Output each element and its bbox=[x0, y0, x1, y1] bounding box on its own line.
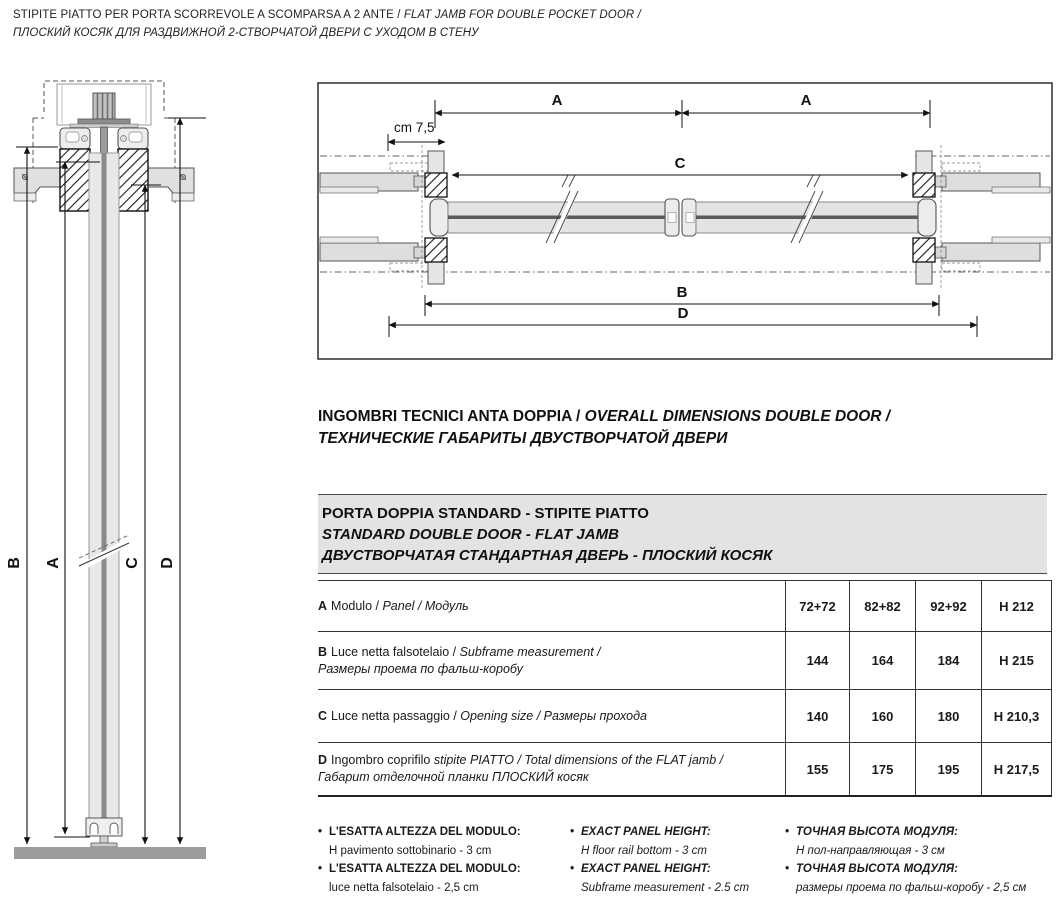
row-label-italic: Opening size / Размеры прохода bbox=[460, 708, 647, 723]
plan-view-diagram bbox=[310, 75, 1059, 365]
dim-label-c: C bbox=[124, 557, 141, 569]
bullet-icon: • bbox=[318, 863, 323, 875]
dim-label-b: B bbox=[676, 284, 688, 301]
row-label: Ingombro coprifilo bbox=[331, 753, 434, 767]
row-key: D bbox=[318, 753, 328, 767]
dim-label-b: B bbox=[6, 557, 23, 569]
page-title-en: FLAT JAMB FOR DOUBLE POCKET DOOR / bbox=[403, 9, 641, 21]
section-title-en: OVERALL DIMENSIONS DOUBLE DOOR / bbox=[584, 408, 891, 425]
floor-bar bbox=[14, 847, 206, 859]
cell-value: 92+92 bbox=[916, 581, 982, 632]
note-heading: EXACT PANEL HEIGHT: bbox=[581, 863, 711, 875]
dim-label-cm: cm 7,5 bbox=[394, 120, 435, 135]
row-label-italic: Panel / Модуль bbox=[382, 598, 469, 613]
table-row bbox=[318, 690, 1052, 743]
footnotes bbox=[318, 823, 1059, 897]
note-heading: ТОЧНАЯ ВЫСОТА МОДУЛЯ: bbox=[796, 826, 959, 838]
footnotes-russian bbox=[785, 823, 1059, 897]
note-detail: Н пол-направляющая - 3 см bbox=[796, 844, 945, 857]
table-row bbox=[318, 632, 1052, 690]
section-title-it: INGOMBRI TECNICI ANTA DOPPIA / bbox=[318, 408, 585, 425]
dim-label-d: D bbox=[159, 557, 176, 569]
cell-value: 82+82 bbox=[850, 581, 916, 632]
cell-value: H 215 bbox=[982, 632, 1052, 690]
note-detail: H floor rail bottom - 3 cm bbox=[581, 844, 707, 857]
footnotes-english bbox=[570, 823, 785, 897]
cell-value: 140 bbox=[786, 690, 850, 743]
row-label: Luce netta passaggio / bbox=[331, 708, 461, 723]
cell-value: 160 bbox=[850, 690, 916, 743]
row-key: C bbox=[318, 708, 328, 723]
table-row bbox=[318, 581, 1052, 632]
bullet-icon: • bbox=[318, 826, 323, 838]
note-heading: L'ESATTA ALTEZZA DEL MODULO: bbox=[329, 826, 521, 838]
door-panel-section bbox=[79, 153, 129, 820]
door-panels bbox=[430, 199, 936, 236]
footnotes-italian bbox=[318, 823, 570, 897]
table-header-en: STANDARD DOUBLE DOOR - FLAT JAMB bbox=[322, 526, 619, 543]
row-label: Luce netta falsotelaio / bbox=[331, 644, 460, 659]
dim-label-a: A bbox=[45, 557, 62, 569]
table-header-it: PORTA DOPPIA STANDARD - STIPITE PIATTO bbox=[322, 505, 649, 522]
cell-value: 144 bbox=[786, 632, 850, 690]
section-title bbox=[318, 406, 1042, 449]
note-heading: ТОЧНАЯ ВЫСОТА МОДУЛЯ: bbox=[796, 863, 959, 875]
page-title-ru: ПЛОСКИЙ КОСЯК ДЛЯ РАЗДВИЖНОЙ 2-СТВОРЧАТОЙ ДВЕРИ С УХОДОМ В СТЕНУ bbox=[13, 26, 479, 39]
note-detail: Subframe measurement - 2.5 cm bbox=[581, 881, 750, 894]
dimensions-table bbox=[318, 580, 1052, 797]
row-label-line2: Размеры проема по фальш-коробу bbox=[318, 661, 523, 676]
note-heading: EXACT PANEL HEIGHT: bbox=[581, 826, 711, 838]
cell-value: 72+72 bbox=[786, 581, 850, 632]
dim-label-c: C bbox=[674, 155, 686, 172]
cell-value: 195 bbox=[916, 743, 982, 797]
note-detail: H pavimento sottobinario - 3 cm bbox=[329, 844, 492, 857]
cell-value: 175 bbox=[850, 743, 916, 797]
row-label-italic: stipite PIATTO / Total dimensions of the FLAT jamb / bbox=[433, 753, 724, 767]
bullet-icon: • bbox=[785, 826, 790, 838]
section-title-ru: ТЕХНИЧЕСКИЕ ГАБАРИТЫ ДВУСТВОРЧАТОЙ ДВЕРИ bbox=[318, 429, 728, 447]
note-detail: luce netta falsotelaio - 2,5 cm bbox=[329, 881, 479, 894]
cell-value: 164 bbox=[850, 632, 916, 690]
row-label: Modulo / bbox=[331, 598, 383, 613]
page-title-it: STIPITE PIATTO PER PORTA SCORREVOLE A SCOMPARSA A 2 ANTE / bbox=[13, 9, 404, 21]
table-row bbox=[318, 743, 1052, 797]
note-detail: размеры проема по фальш-коробу - 2,5 см bbox=[796, 881, 1027, 894]
dim-label-a-left: A bbox=[551, 92, 563, 109]
dim-label-d: D bbox=[677, 305, 689, 322]
bullet-icon: • bbox=[570, 863, 575, 875]
table-header-ru: ДВУСТВОРЧАТАЯ СТАНДАРТНАЯ ДВЕРЬ - ПЛОСКИЙ КОСЯК bbox=[322, 547, 773, 564]
row-label-italic: Subframe measurement / bbox=[459, 644, 601, 659]
cell-value: H 212 bbox=[982, 581, 1052, 632]
bullet-icon: • bbox=[570, 826, 575, 838]
table-header-band bbox=[318, 494, 1047, 574]
cell-value: H 217,5 bbox=[982, 743, 1052, 797]
floor-rail bbox=[86, 818, 122, 847]
cell-value: 155 bbox=[786, 743, 850, 797]
dim-label-a-right: A bbox=[800, 92, 812, 109]
bullet-icon: • bbox=[785, 863, 790, 875]
cell-value: 184 bbox=[916, 632, 982, 690]
vertical-section-diagram bbox=[0, 0, 230, 901]
row-key: A bbox=[318, 598, 328, 613]
row-key: B bbox=[318, 644, 328, 659]
cell-value: 180 bbox=[916, 690, 982, 743]
note-heading: L'ESATTA ALTEZZA DEL MODULO: bbox=[329, 863, 521, 875]
cell-value: H 210,3 bbox=[982, 690, 1052, 743]
row-label-line2: Габарит отделочной планки ПЛОСКИЙ косяк bbox=[318, 770, 589, 784]
